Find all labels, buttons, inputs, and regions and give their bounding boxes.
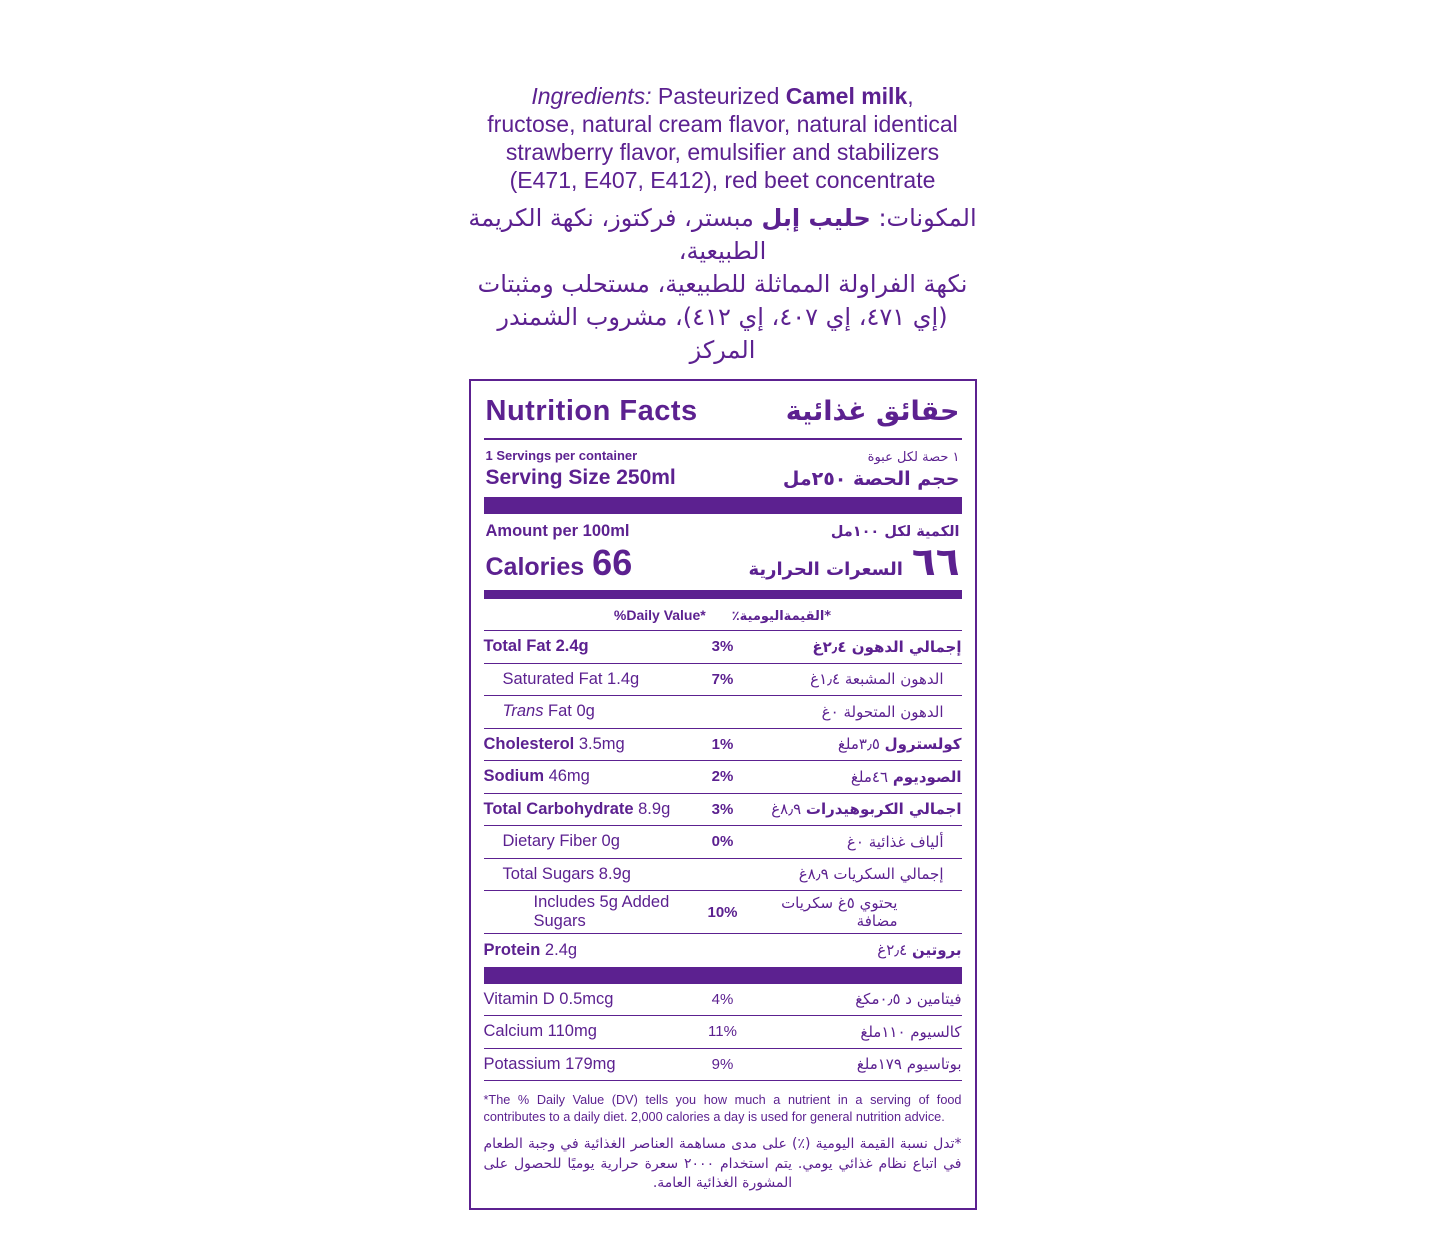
- divider-bar-thick-top: [484, 497, 962, 514]
- row-potassium: Potassium 179mg 9% بوتاسيوم ١٧٩ملغ: [484, 1049, 962, 1082]
- serving-info-en: [486, 448, 676, 490]
- row-added-sugars: Includes 5g Added Sugars 10% يحتوي ٥غ سكريات مضافة: [484, 891, 962, 934]
- serving-info-row: [484, 440, 962, 497]
- percent-dv: 0%: [711, 833, 734, 851]
- calories-value-ar: ٦٦: [911, 540, 960, 585]
- row-sodium: Sodium 46mg 2% الصوديوم ٤٦ملغ: [484, 761, 962, 794]
- daily-value-header-en: %Daily Value*: [613, 607, 706, 623]
- ingredients-en-line3: strawberry flavor, emulsifier and stabilizers: [505, 139, 940, 165]
- daily-value-header: [484, 599, 962, 631]
- amount-per-ar: الكمية لكل ١٠٠مل: [830, 524, 960, 540]
- serving-size-ar: حجم الحصة ٢٥٠مل: [782, 468, 960, 490]
- calories-value-en: 66: [592, 542, 633, 583]
- amount-per-en: Amount per 100ml: [485, 522, 630, 540]
- row-trans-fat: Trans Fat 0g الدهون المتحولة ٠غ: [484, 696, 962, 729]
- percent-dv: 7%: [711, 670, 734, 688]
- footnote-ar: *تدل نسبة القيمة اليومية (٪) على مدى مساهمة العناصر الغذائية في وجبة الطعام في اتباع نظام غذائي يومي. يتم استخدام ٢٠٠٠ سعرة حرارية يوميًا للحصول على المشورة الغذائية العامة.: [483, 1136, 962, 1191]
- amount-per-row: [484, 514, 962, 541]
- percent-dv: 9%: [711, 1055, 734, 1073]
- row-vitamin-d: Vitamin D 0.5mcg 4% فيتامين د ٠٫٥مكغ: [484, 984, 962, 1017]
- row-calcium: Calcium 110mg 11% كالسيوم ١١٠ملغ: [484, 1016, 962, 1049]
- percent-dv: 2%: [711, 768, 734, 786]
- camel-milk-bold-ar: حليب إبل: [761, 204, 871, 232]
- ingredients-ar-line2: نكهة الفراولة المماثلة للطبيعية، مستحلب ومثبتات: [477, 270, 968, 298]
- percent-dv: 1%: [711, 735, 734, 753]
- ingredients-text-en: [463, 82, 983, 194]
- product-label: [463, 0, 983, 1210]
- ingredients-ar-line3: (إي ٤٧١، إي ٤٠٧، إي ٤١٢)، مشروب الشمندر المركز: [497, 303, 948, 364]
- percent-dv: 4%: [711, 990, 734, 1008]
- serving-size-en: Serving Size 250ml: [485, 466, 676, 489]
- divider-bar-thick-bottom: [484, 967, 962, 984]
- panel-title-en: Nutrition Facts: [485, 395, 698, 427]
- percent-dv: 3%: [711, 800, 734, 818]
- row-cholesterol: Cholesterol 3.5mg 1% كولسترول ٣٫٥ملغ: [484, 729, 962, 762]
- panel-title-ar: حقائق غذائية: [785, 396, 960, 427]
- ingredients-ar-line1: المكونات: حليب إبل مبستر، فركتوز، نكهة الكريمة الطبيعية،: [468, 204, 977, 265]
- row-dietary-fiber: Dietary Fiber 0g 0% ألياف غذائية ٠غ: [484, 826, 962, 859]
- ingredients-en-line2: fructose, natural cream flavor, natural identical: [487, 111, 958, 137]
- divider-bar-medium: [484, 590, 962, 599]
- ingredients-text-ar: [463, 202, 983, 367]
- calories-row: [484, 541, 962, 590]
- row-total-sugars: Total Sugars 8.9g إجمالي السكريات ٨٫٩غ: [484, 859, 962, 892]
- row-total-carbohydrate: Total Carbohydrate 8.9g 3% اجمالي الكربوهيدرات ٨٫٩غ: [484, 794, 962, 827]
- ingredients-label-en: Ingredients:: [531, 83, 652, 109]
- panel-title-row: [484, 381, 962, 440]
- footnote-en: *The % Daily Value (DV) tells you how much a nutrient in a serving of food contributes to a daily diet. 2,000 calories a day is used for general nutrition advice.: [483, 1093, 962, 1124]
- calories-label-en: Calories: [485, 553, 585, 581]
- row-protein: Protein 2.4g بروتين ٢٫٤غ: [483, 940, 962, 960]
- percent-dv: 3%: [711, 638, 734, 656]
- nutrition-facts-panel: [469, 379, 977, 1210]
- serving-info-ar: [783, 450, 960, 490]
- servings-per-container-en: 1 Servings per container: [485, 448, 638, 463]
- calories-ar: [748, 540, 960, 585]
- camel-milk-bold: Camel milk: [785, 83, 908, 109]
- daily-value-header-ar: *القيمةاليومية٪: [731, 609, 832, 624]
- ingredients-en-line4: (E471, E407, E412), red beet concentrate: [509, 167, 936, 193]
- nutrient-rows: [484, 631, 962, 967]
- calories-label-ar: السعرات الحرارية: [748, 559, 903, 580]
- vitamin-mineral-rows: [484, 984, 962, 1082]
- percent-dv: 11%: [708, 1023, 737, 1041]
- servings-per-container-ar: ١ حصة لكل عبوة: [867, 450, 960, 465]
- ingredients-en-line1: Ingredients: Pasteurized Camel milk,: [531, 83, 914, 109]
- calories-en: [486, 542, 633, 584]
- row-saturated-fat: Saturated Fat 1.4g 7% الدهون المشبعة ١٫٤غ: [484, 664, 962, 697]
- row-total-fat: Total Fat 2.4g 3% إجمالي الدهون ٢٫٤غ: [484, 631, 962, 664]
- ingredients-label-ar: المكونات:: [870, 204, 977, 232]
- percent-dv: 10%: [707, 903, 738, 921]
